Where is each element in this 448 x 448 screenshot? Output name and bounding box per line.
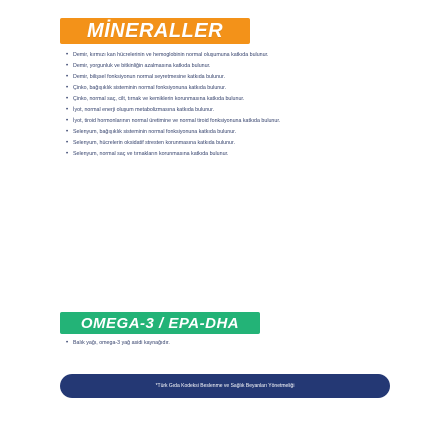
mineral-claim-item: • Selenyum, hücrelerin oksidatif stresten korunmasına katkıda bulunur.	[66, 140, 356, 146]
omega-banner	[60, 312, 260, 334]
mineral-claim-item: • Çinko, normal saç, cilt, tırnak ve kemiklerin korunmasına katkıda bulunur.	[66, 96, 356, 102]
minerals-list	[66, 52, 356, 162]
mineral-claim-item: • Selenyum, normal saç ve tırnakların korunmasına katkıda bulunur.	[66, 151, 356, 157]
mineral-claim-item: • Demir, bilişsel fonksiyonun normal seyretmesine katkıda bulunur.	[66, 74, 356, 80]
mineral-claim-item: • Çinko, bağışıklık sisteminin normal fonksiyonuna katkıda bulunur.	[66, 85, 356, 91]
mineral-claim-item: • Demir, kırmızı kan hücrelerinin ve hemoglobinin normal oluşumuna katkıda bulunur.	[66, 52, 356, 58]
minerals-title: MİNERALLER	[86, 19, 224, 42]
minerals-banner	[60, 18, 250, 44]
mineral-claim-item: • Selenyum, bağışıklık sisteminin normal fonksiyonuna katkıda bulunur.	[66, 129, 356, 135]
omega-title: OMEGA-3 / EPA-DHA	[80, 314, 240, 332]
footer-regulation-pill	[60, 374, 390, 398]
mineral-claim-item: • Demir, yorgunluk ve bitkinliğin azalmasına katkıda bulunur.	[66, 63, 356, 69]
omega-note: • Balık yağı, omega-3 yağ asidi kaynağıdır.	[66, 340, 373, 346]
footer-text: *Türk Gıda Kodeksi Beslenme ve Sağlık Beyanları Yönetmeliği	[155, 383, 295, 389]
mineral-claim-item: • İyot, normal enerji oluşum metabolizmasına katkıda bulunur.	[66, 107, 356, 113]
mineral-claim-item: • İyot, tiroid hormonlarının normal üretimine ve normal tiroid fonksiyonuna katkıda bulunur.	[66, 118, 356, 124]
